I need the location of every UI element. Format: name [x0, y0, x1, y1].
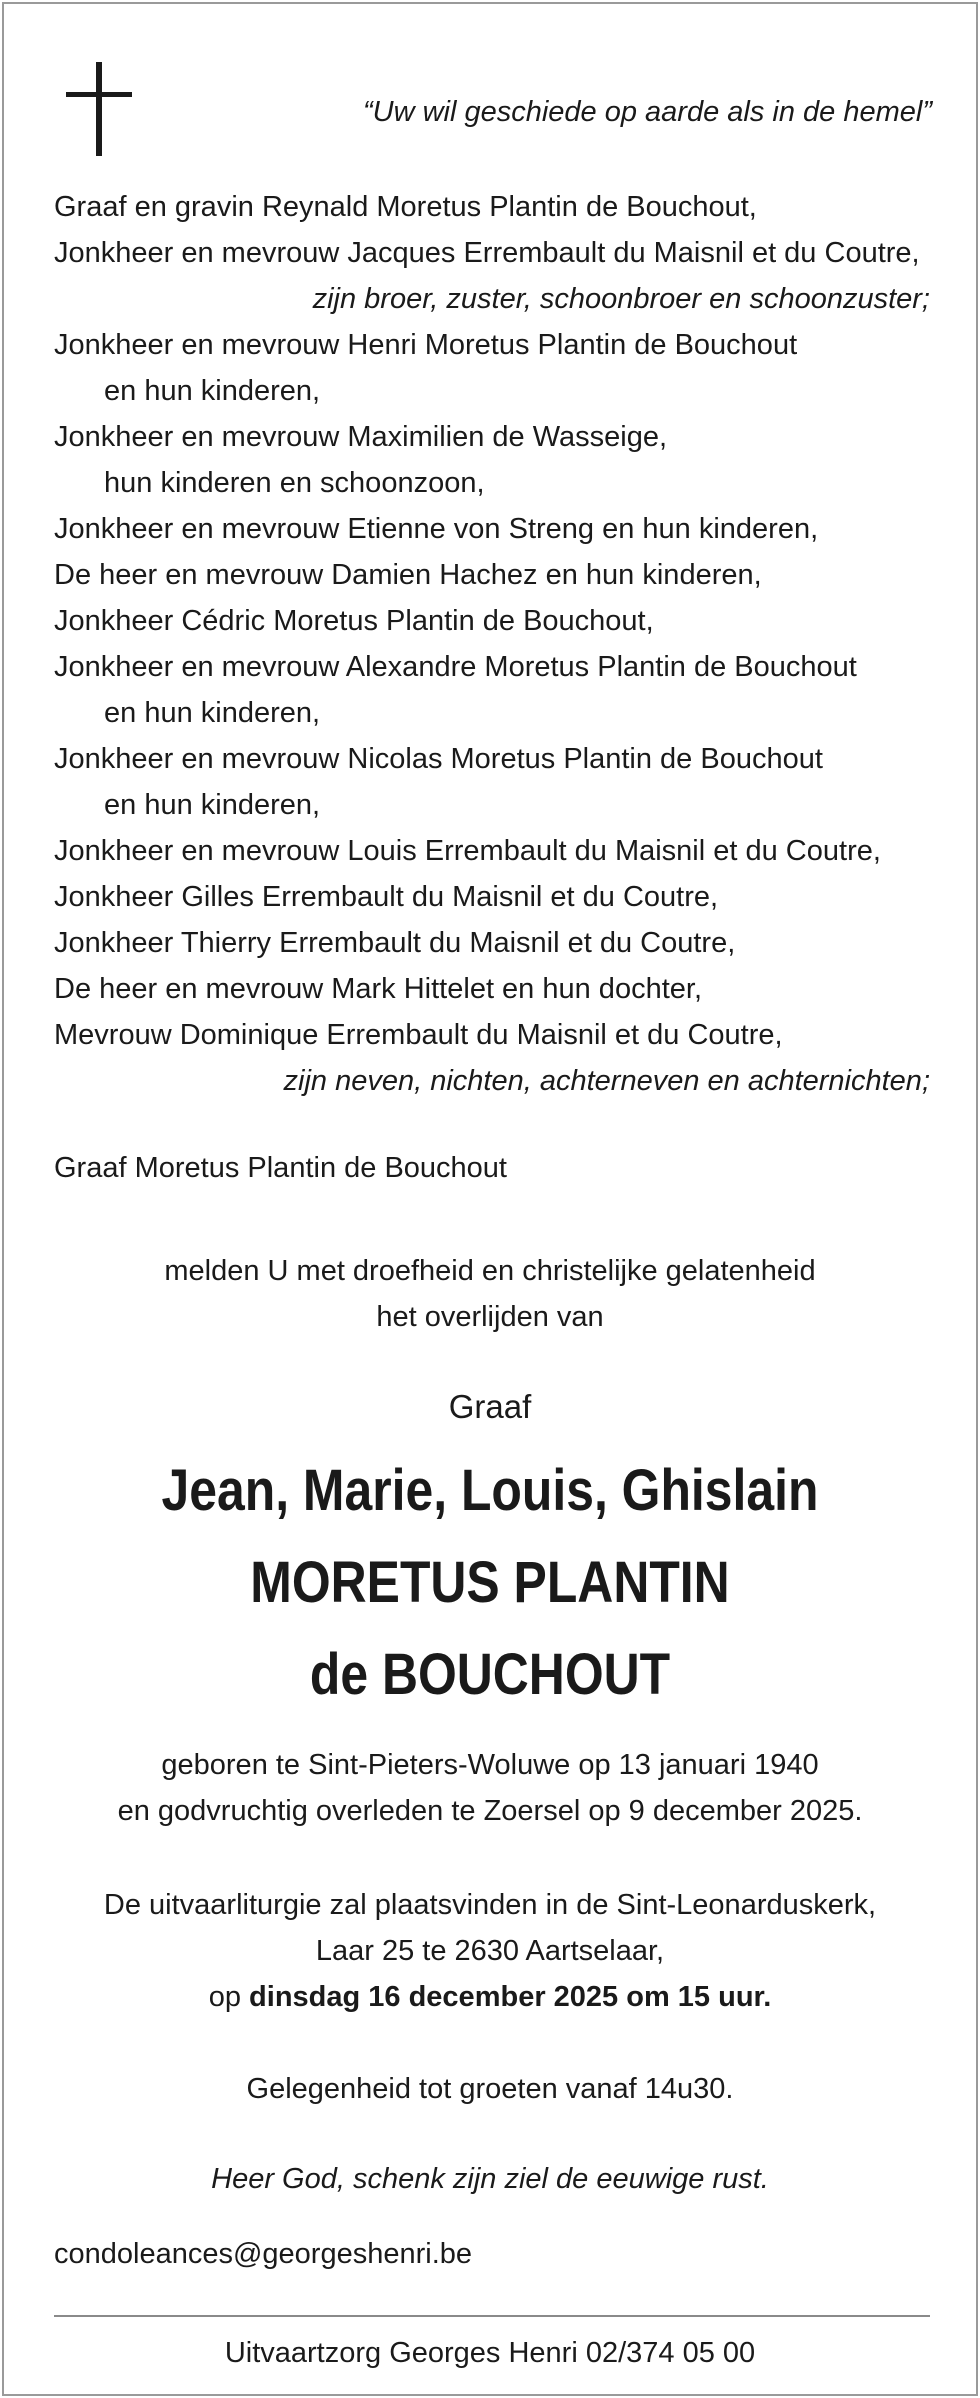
funeral-details	[4, 1882, 976, 2020]
announcement-line-2: het overlijden van	[376, 1301, 604, 1333]
family-line: De heer en mevrouw Mark Hittelet en hun dochter,	[54, 973, 702, 1005]
birth-line: geboren te Sint-Pieters-Woluwe op 13 januari 1940	[161, 1749, 819, 1781]
family-line: Jonkheer Cédric Moretus Plantin de Bouchout,	[54, 605, 654, 637]
family-line: Jonkheer en mevrouw Nicolas Moretus Plantin de Bouchout	[54, 743, 823, 775]
death-line: en godvruchtig overleden te Zoersel op 9 december 2025.	[117, 1795, 863, 1827]
family-line: en hun kinderen,	[104, 697, 321, 729]
relation-line: zijn neven, nichten, achterneven en achternichten;	[283, 1065, 930, 1097]
family-line: hun kinderen en schoonzoon,	[104, 467, 485, 499]
funeral-datetime-line	[4, 1974, 976, 2020]
family-line: Mevrouw Dominique Errembault du Maisnil et du Coutre,	[54, 1019, 783, 1051]
deceased-name-line-1: Jean, Marie, Louis, Ghislain	[161, 1458, 819, 1523]
motto-quote: “Uw wil geschiede op aarde als in de hemel”	[362, 96, 932, 128]
family-line: Jonkheer en mevrouw Maximilien de Wasseige,	[54, 421, 668, 453]
family-line: Jonkheer en mevrouw Jacques Errembault du Maisnil et du Coutre,	[54, 237, 920, 269]
family-line: Graaf en gravin Reynald Moretus Plantin de Bouchout,	[54, 191, 757, 223]
deceased-name-line-2: MORETUS PLANTIN	[250, 1550, 730, 1615]
funeral-director: Uitvaartzorg Georges Henri 02/374 05 00	[224, 2337, 756, 2369]
family-list	[54, 184, 930, 1104]
funeral-prefix: op	[208, 1981, 250, 2013]
cross-icon	[66, 62, 132, 156]
life-dates	[4, 1742, 976, 1834]
family-line: Jonkheer en mevrouw Alexandre Moretus Plantin de Bouchout	[54, 651, 857, 683]
announcement-line-1: melden U met droefheid en christelijke gelatenheid	[164, 1255, 816, 1287]
funeral-line-2: Laar 25 te 2630 Aartselaar,	[315, 1935, 665, 1967]
family-line: De heer en mevrouw Damien Hachez en hun kinderen,	[54, 559, 762, 591]
deceased-name-line-3: de BOUCHOUT	[309, 1642, 671, 1707]
death-notice	[2, 2, 978, 2396]
family-line: Jonkheer en mevrouw Henri Moretus Plantin de Bouchout	[54, 329, 798, 361]
family-line: Jonkheer en mevrouw Etienne von Streng en hun kinderen,	[54, 513, 819, 545]
greeting-info: Gelegenheid tot groeten vanaf 14u30.	[246, 2073, 734, 2105]
family-line: Jonkheer en mevrouw Louis Errembault du Maisnil et du Coutre,	[54, 835, 881, 867]
funeral-datetime: dinsdag 16 december 2025 om 15 uur.	[249, 1981, 772, 2013]
family-line: en hun kinderen,	[104, 789, 321, 821]
family-line: Jonkheer Thierry Errembault du Maisnil et du Coutre,	[54, 927, 736, 959]
signatory: Graaf Moretus Plantin de Bouchout	[54, 1152, 507, 1184]
family-line: en hun kinderen,	[104, 375, 321, 407]
prayer: Heer God, schenk zijn ziel de eeuwige rust.	[211, 2163, 769, 2195]
deceased-title: Graaf	[448, 1388, 532, 1425]
family-line: Jonkheer Gilles Errembault du Maisnil et du Coutre,	[54, 881, 719, 913]
condolence-email[interactable]: condoleances@georgeshenri.be	[54, 2238, 473, 2270]
divider	[54, 2315, 930, 2317]
relation-line: zijn broer, zuster, schoonbroer en schoonzuster;	[312, 283, 930, 315]
funeral-line-1: De uitvaarliturgie zal plaatsvinden in de Sint-Leonarduskerk,	[103, 1889, 877, 1921]
announcement	[4, 1248, 976, 1340]
